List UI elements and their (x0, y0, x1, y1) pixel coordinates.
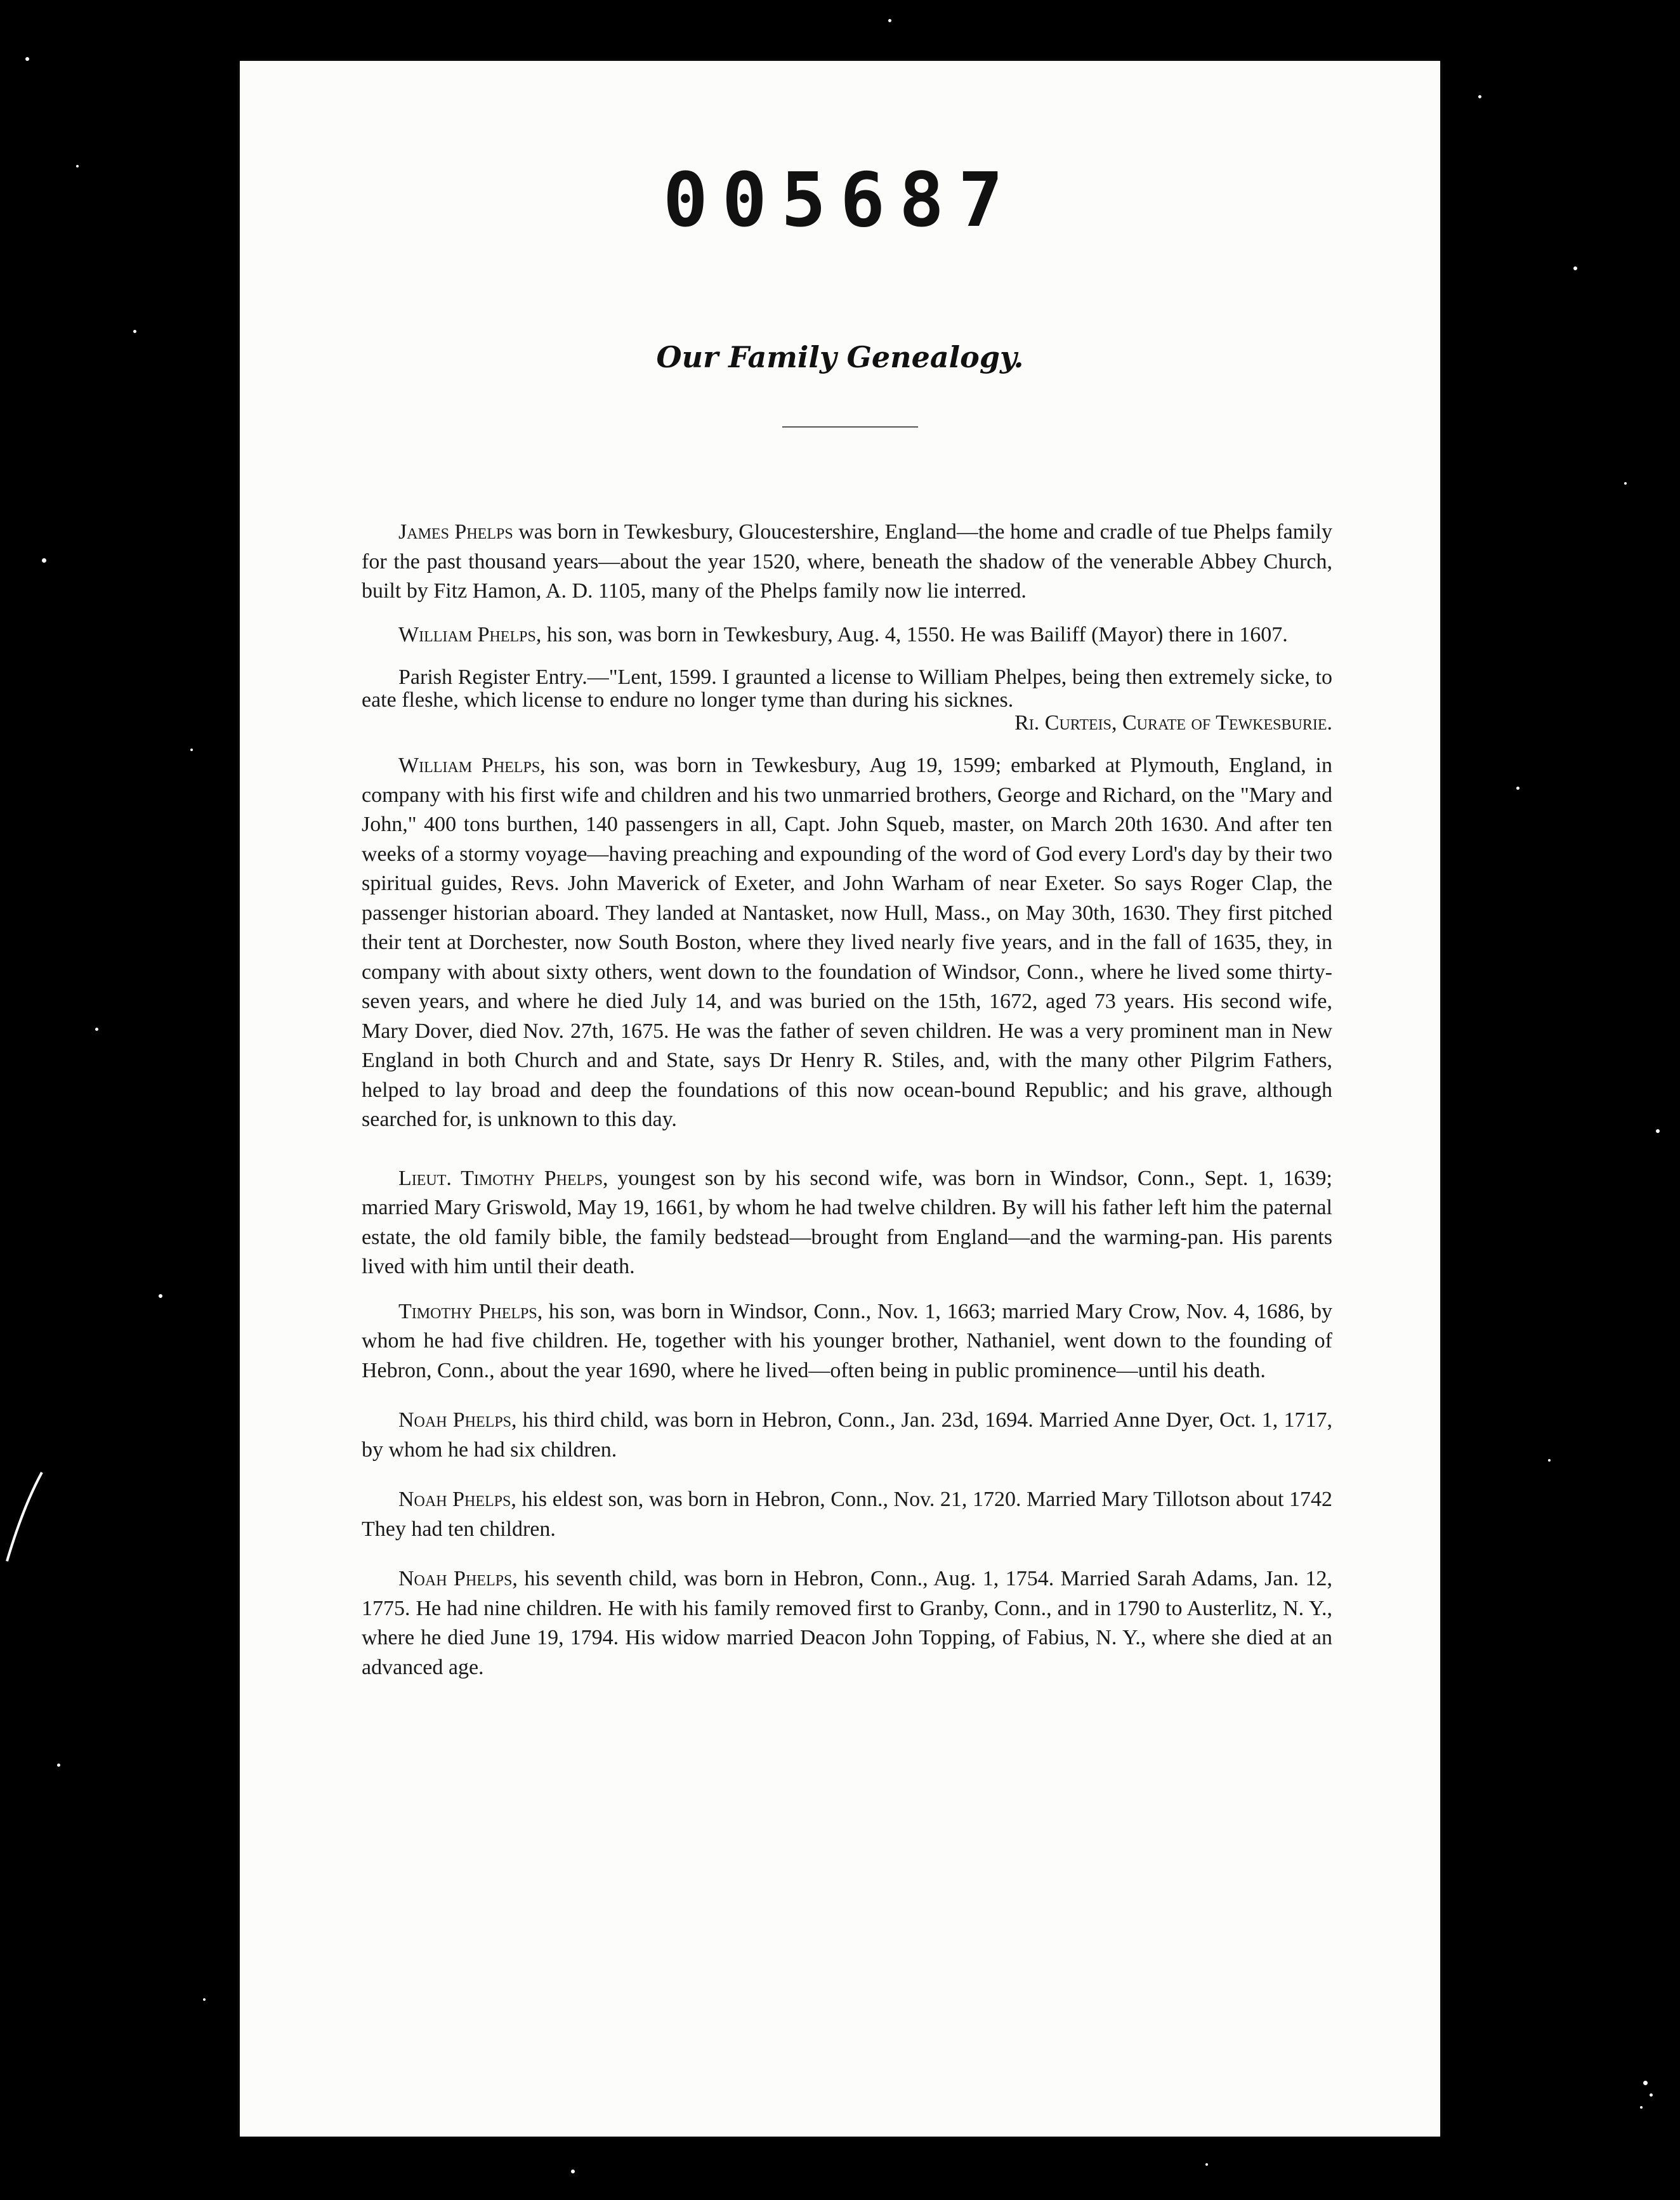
paragraph-text: , his son, was born in Tewkesbury, Aug 19, 1599; embarked at Plymouth, England, in company with his first wife and children and his two unmarried brothers, George and Richard, on the "Mary and John," 400 tons burthen, 140 passengers in all, Capt. John Squeb, master, on March 20th 1630. And after ten weeks of a stormy voyage—having preaching and expounding of the word of God every Lord's day by their two spiritual guides, Revs. John Maverick of Exeter, and John Warham of near Exeter. So says Roger Clap, the passenger historian aboard. They landed at Nantasket, now Hull, Mass., on May 30th, 1630. They first pitched their tent at Dorchester, now South Boston, where they lived nearly five years, and in the fall of 1635, they, in company with about sixty others, went down to the foundation of Windsor, Conn., where he lived some thirty-seven years, and where he died July 14, and was buried on the 15th, 1672, aged 73 years. His second wife, Mary Dover, died Nov. 27th, 1675. He was the father of seven children. He was a very prominent man in New England in both Church and and State, says Dr Henry R. Stiles, and, with the many other Pilgrim Fathers, helped to lay broad and deep the foundations of this now ocean-bound Republic; and his grave, although searched for, is unknown to this day. (362, 754, 1332, 1131)
paragraph (362, 1297, 1332, 1386)
paragraph-lead: William Phelps (398, 754, 541, 777)
page-title: Our Family Genealogy. (656, 340, 1024, 374)
paragraph-text: was born in Tewkesbury, Gloucestershire, England—the home and cradle of tue Phelps family for the past thousand years—about the year 1520, where, beneath the shadow of the venerable Abbey Church, built by Fitz Hamon, A. D. 1105, many of the Phelps family now lie interred. (362, 520, 1333, 603)
document-page (240, 61, 1440, 2137)
paragraph (362, 1406, 1332, 1465)
paragraph-lead: Timothy Phelps (398, 1299, 537, 1323)
paragraph (362, 1485, 1332, 1544)
scan-edge-mark (4, 1469, 48, 1564)
paragraph-text: , his son, was born in Windsor, Conn., Nov. 1, 1663; married Mary Crow, Nov. 4, 1686, by whom he had five children. He, together with his younger brother, Nathaniel, went down to the founding of Hebron, Conn., about the year 1690, where he lived—often being in public prominence—until his death. (362, 1299, 1332, 1382)
genealogy-body (362, 518, 1332, 1682)
paragraph (362, 1164, 1332, 1282)
paragraph-lead: James Phelps (398, 520, 513, 544)
paragraph (362, 751, 1332, 1135)
paragraph-lead: Noah Phelps (398, 1488, 511, 1511)
paragraph-text: , his seventh child, was born in Hebron, Conn., Aug. 1, 1754. Married Sarah Adams, Jan. 12, 1775. He had nine children. He with his family removed first to Granby, Conn., and in 1790 to Austerlitz, N. Y., where he died June 19, 1794. His widow married Deacon John Topping, of Fabius, N. Y., where she died at an advanced age. (362, 1567, 1332, 1679)
paragraph-text: , his eldest son, was born in Hebron, Conn., Nov. 21, 1720. Married Mary Tillotson about 1742 They had ten children. (362, 1488, 1333, 1541)
stamp-number: 005687 (662, 156, 1018, 244)
paragraph (362, 1564, 1332, 1682)
paragraph-parish-register (362, 666, 1332, 735)
paragraph-lead: Noah Phelps (398, 1408, 512, 1432)
paragraph-text: , youngest son by his second wife, was born in Windsor, Conn., Sept. 1, 1639; married Mary Griswold, May 19, 1661, by whom he had twelve children. By will his father left him the paternal estate, the old family bible, the family bedstead—brought from England—and the warming-pan. His parents lived with him until their death. (362, 1166, 1332, 1278)
paragraph (362, 620, 1332, 650)
paragraph-text: , his third child, was born in Hebron, Conn., Jan. 23d, 1694. Married Anne Dyer, Oct. 1, 1717, by whom he had six children. (362, 1408, 1332, 1462)
title-divider (782, 426, 918, 428)
paragraph-text: Parish Register Entry.—"Lent, 1599. I graunted a license to William Phelpes, being then extremely sicke, to eate fleshe, which license to endure no longer tyme than during his sicknes. (362, 665, 1332, 712)
paragraph (362, 518, 1332, 606)
paragraph-lead: Lieut. Timothy Phelps (398, 1166, 603, 1190)
paragraph-text: , his son, was born in Tewkesbury, Aug. 4, 1550. He was Bailiff (Mayor) there in 1607. (535, 622, 1288, 646)
signature: Ri. Curteis, Curate of Tewkesburie. (1014, 711, 1332, 735)
paragraph-lead: William Phelps (398, 622, 536, 646)
paragraph-lead: Noah Phelps (398, 1567, 513, 1590)
